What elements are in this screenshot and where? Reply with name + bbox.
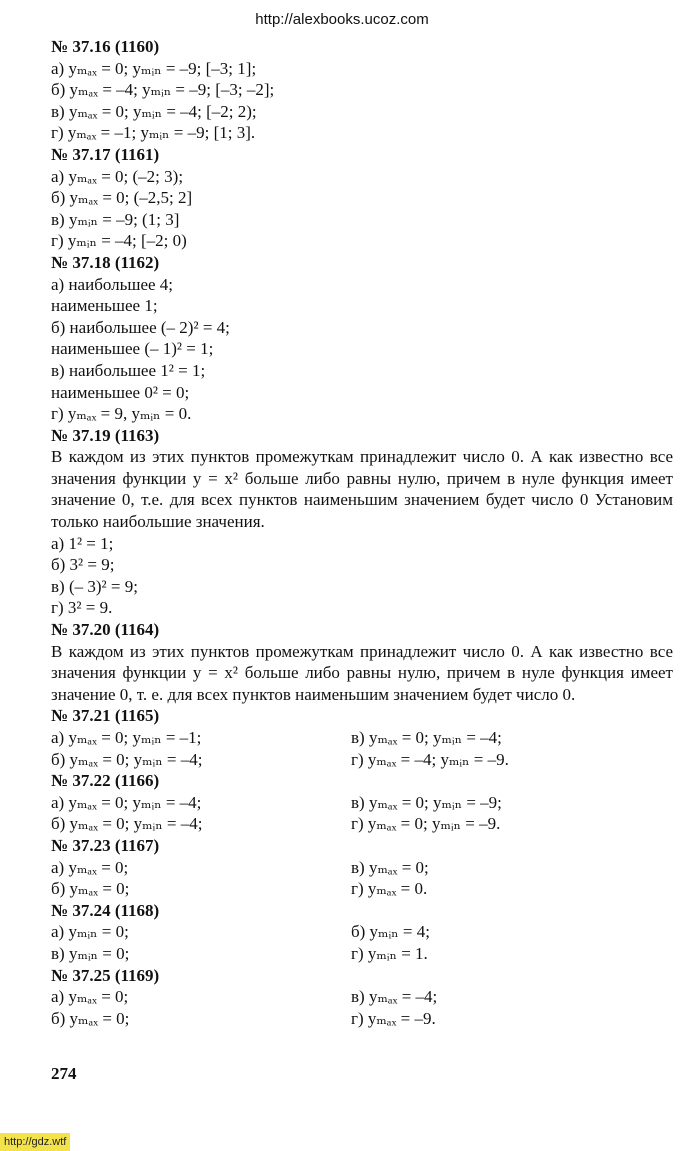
page-content: [51, 36, 673, 1029]
answer-left: а) yₘₐₓ = 0;: [51, 987, 129, 1007]
page-number: 274: [51, 1064, 77, 1083]
answer-row: [51, 1008, 673, 1030]
answer-right: в) yₘₐₓ = 0; yₘᵢₙ = –4;: [351, 728, 502, 747]
answer-row: [51, 986, 673, 1008]
paragraph: В каждом из этих пунктов промежуткам принадлежит число 0. А как известно все значения функции y = x² больше либо равны нулю, причем в нуле функция имеет значение 0, т. е. для всех пунктов наименьшим значением будет число 0.: [51, 641, 673, 704]
answer-line: наименьшее (– 1)² = 1;: [51, 339, 214, 359]
problem-heading: № 37.16 (1160): [51, 37, 160, 56]
answer-left: в) yₘᵢₙ = 0;: [51, 943, 130, 963]
answer-line: а) yₘₐₓ = 0; (–2; 3);: [51, 166, 184, 186]
answer-right: б) yₘᵢₙ = 4;: [351, 922, 430, 942]
answer-line: г) 3² = 9.: [51, 598, 113, 618]
problem-heading: № 37.21 (1165): [51, 706, 160, 726]
answer-line: а) 1² = 1;: [51, 533, 114, 553]
answer-line: г) yₘₐₓ = –1; yₘᵢₙ = –9; [1; 3].: [51, 123, 256, 143]
problem-heading: № 37.24 (1168): [51, 900, 160, 920]
answer-right: в) yₘₐₓ = 0;: [351, 857, 429, 877]
answer-left: б) yₘₐₓ = 0; yₘᵢₙ = –4;: [51, 814, 203, 834]
footer-badge[interactable]: http://gdz.wtf: [0, 1133, 70, 1151]
problem-heading: № 37.19 (1163): [51, 425, 160, 445]
answer-line: а) yₘₐₓ = 0; yₘᵢₙ = –9; [–3; 1];: [51, 58, 257, 78]
answer-line: наименьшее 0² = 0;: [51, 382, 190, 402]
problem-heading: № 37.20 (1164): [51, 620, 160, 640]
answer-line: в) yₘᵢₙ = –9; (1; 3]: [51, 209, 180, 229]
answer-row: [51, 813, 673, 835]
answer-row: [51, 878, 673, 900]
answer-left: а) yₘₐₓ = 0;: [51, 857, 129, 877]
answer-row: [51, 727, 673, 749]
answer-line: наименьшее 1;: [51, 296, 158, 316]
paragraph: В каждом из этих пунктов промежуткам принадлежит число 0. А как известно все значения функции y = x² больше либо равны нулю, причем в нуле функция имеет значение 0, т.е. для всех пунктов наименьшим значением будет число 0 Установим только наибольшие значения.: [51, 447, 673, 532]
answer-row: [51, 749, 673, 771]
answer-line: б) наибольшее (– 2)² = 4;: [51, 317, 230, 337]
answer-line: в) наибольшее 1² = 1;: [51, 360, 206, 380]
problem-heading: № 37.22 (1166): [51, 771, 160, 791]
answer-line: а) наибольшее 4;: [51, 274, 174, 294]
problem-heading: № 37.18 (1162): [51, 252, 160, 272]
answer-line: г) yₘₐₓ = 9, yₘᵢₙ = 0.: [51, 404, 192, 424]
answer-left: а) yₘₐₓ = 0; yₘᵢₙ = –4;: [51, 792, 202, 812]
answer-line: б) yₘₐₓ = 0; (–2,5; 2]: [51, 188, 193, 208]
answer-left: б) yₘₐₓ = 0; yₘᵢₙ = –4;: [51, 749, 203, 769]
answer-left: а) yₘᵢₙ = 0;: [51, 922, 129, 942]
answer-right: г) yₘᵢₙ = 1.: [351, 943, 428, 963]
answer-left: а) yₘₐₓ = 0; yₘᵢₙ = –1;: [51, 728, 202, 747]
answer-row: [51, 792, 673, 814]
problem-heading: № 37.23 (1167): [51, 835, 160, 855]
answer-right: в) yₘₐₓ = –4;: [351, 987, 438, 1007]
answer-line: в) (– 3)² = 9;: [51, 576, 138, 596]
answer-row: [51, 943, 673, 965]
answer-right: г) yₘₐₓ = 0.: [351, 879, 428, 899]
answer-line: б) yₘₐₓ = –4; yₘᵢₙ = –9; [–3; –2];: [51, 80, 275, 100]
answer-right: г) yₘₐₓ = 0; yₘᵢₙ = –9.: [351, 814, 501, 834]
answer-row: [51, 857, 673, 879]
answer-line: в) yₘₐₓ = 0; yₘᵢₙ = –4; [–2; 2);: [51, 101, 257, 121]
answer-left: б) yₘₐₓ = 0;: [51, 1008, 130, 1028]
problem-heading: № 37.25 (1169): [51, 965, 160, 985]
answer-right: г) yₘₐₓ = –4; yₘᵢₙ = –9.: [351, 749, 509, 769]
answer-left: б) yₘₐₓ = 0;: [51, 879, 130, 899]
answer-right: в) yₘₐₓ = 0; yₘᵢₙ = –9;: [351, 792, 502, 812]
answer-line: б) 3² = 9;: [51, 555, 115, 575]
problem-heading: № 37.17 (1161): [51, 144, 160, 164]
answer-row: [51, 921, 673, 943]
answer-right: г) yₘₐₓ = –9.: [351, 1008, 436, 1028]
header-url: http://alexbooks.ucoz.com: [255, 11, 429, 28]
answer-line: г) yₘᵢₙ = –4; [–2; 0): [51, 231, 187, 251]
